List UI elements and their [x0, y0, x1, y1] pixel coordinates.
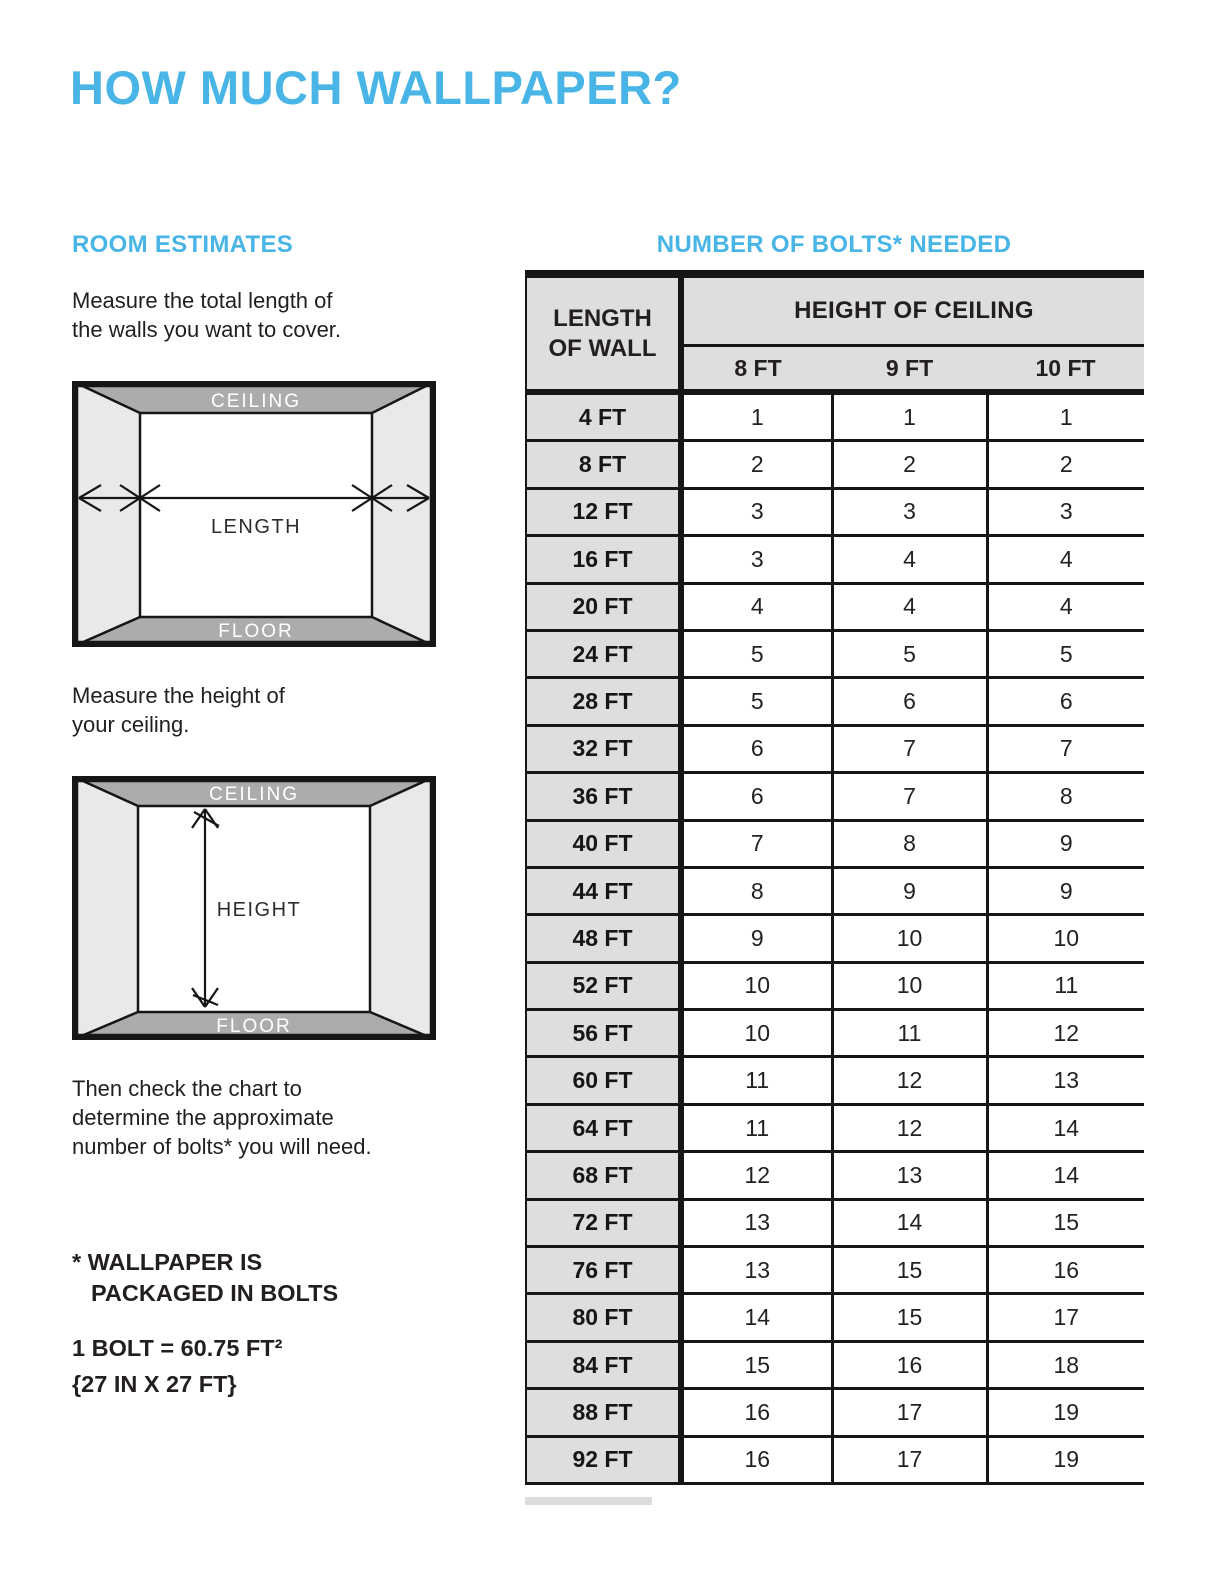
table-row	[526, 1436, 1144, 1483]
bolts-value-cell: 13	[681, 1247, 832, 1294]
wall-length-cell: 92 FT	[526, 1436, 681, 1483]
header-line: LENGTH	[553, 304, 652, 332]
bolts-value-cell: 12	[832, 1057, 987, 1104]
right-wall-panel	[370, 776, 436, 1040]
table-row	[526, 1341, 1144, 1388]
table-header-row-1	[526, 274, 1144, 346]
bolts-value-cell: 4	[832, 583, 987, 630]
table-row	[526, 488, 1144, 535]
bolt-size-info	[72, 1330, 282, 1402]
bolts-value-cell: 13	[681, 1199, 832, 1246]
bolts-needed-table	[525, 270, 1144, 1485]
instruction-line: the walls you want to cover.	[72, 317, 342, 342]
wall-length-cell: 16 FT	[526, 536, 681, 583]
wall-length-cell: 4 FT	[526, 392, 681, 441]
bolts-value-cell: 5	[832, 630, 987, 677]
room-estimates-heading: ROOM ESTIMATES	[72, 231, 294, 258]
page-title: HOW MUCH WALLPAPER?	[70, 61, 682, 114]
wall-length-cell: 48 FT	[526, 915, 681, 962]
height-of-ceiling-header: HEIGHT OF CEILING	[681, 274, 1144, 346]
bolts-value-cell: 17	[987, 1294, 1144, 1341]
bolts-value-cell: 1	[832, 392, 987, 441]
length-label: LENGTH	[210, 516, 302, 538]
table-row	[526, 1199, 1144, 1246]
bolts-value-cell: 15	[832, 1294, 987, 1341]
bolts-value-cell: 5	[681, 630, 832, 677]
bolts-value-cell: 13	[987, 1057, 1144, 1104]
bolts-value-cell: 3	[681, 488, 832, 535]
floor-label: FLOOR	[216, 1016, 292, 1037]
footnote-line: * WALLPAPER IS	[72, 1249, 263, 1275]
wall-length-cell: 20 FT	[526, 583, 681, 630]
bolts-footnote	[72, 1247, 338, 1309]
bolts-value-cell: 9	[832, 867, 987, 914]
bolts-value-cell: 3	[832, 488, 987, 535]
bolts-value-cell: 7	[832, 725, 987, 772]
bolts-value-cell: 8	[832, 820, 987, 867]
wall-length-cell: 88 FT	[526, 1389, 681, 1436]
wall-length-cell: 32 FT	[526, 725, 681, 772]
bolts-value-cell: 7	[987, 725, 1144, 772]
bolts-value-cell: 4	[832, 536, 987, 583]
bolts-value-cell: 7	[832, 773, 987, 820]
bolts-value-cell: 15	[681, 1341, 832, 1388]
bolts-value-cell: 16	[987, 1247, 1144, 1294]
bolts-value-cell: 16	[832, 1341, 987, 1388]
ceiling-10ft-header: 10 FT	[987, 346, 1144, 393]
ceiling-9ft-header: 9 FT	[832, 346, 987, 393]
table-row	[526, 1010, 1144, 1057]
right-wall-panel	[372, 381, 436, 647]
table-row	[526, 1104, 1144, 1151]
wall-length-cell: 40 FT	[526, 820, 681, 867]
bolts-value-cell: 10	[832, 962, 987, 1009]
bolts-value-cell: 4	[681, 583, 832, 630]
table-row	[526, 1247, 1144, 1294]
bolts-value-cell: 15	[832, 1247, 987, 1294]
table-row	[526, 536, 1144, 583]
bolts-value-cell: 14	[681, 1294, 832, 1341]
bolts-value-cell: 15	[987, 1199, 1144, 1246]
bolts-value-cell: 16	[681, 1389, 832, 1436]
wall-length-cell: 76 FT	[526, 1247, 681, 1294]
bolts-needed-heading: NUMBER OF BOLTS* NEEDED	[656, 231, 1012, 258]
table-row	[526, 1057, 1144, 1104]
bolts-value-cell: 1	[681, 392, 832, 441]
table-row	[526, 678, 1144, 725]
bolts-value-cell: 10	[832, 915, 987, 962]
back-wall	[140, 413, 372, 617]
table-row	[526, 915, 1144, 962]
wall-length-cell: 36 FT	[526, 773, 681, 820]
bolts-value-cell: 1	[987, 392, 1144, 441]
instruction-line: determine the approximate	[72, 1105, 334, 1130]
bolts-value-cell: 8	[987, 773, 1144, 820]
bolts-value-cell: 11	[832, 1010, 987, 1057]
table-row	[526, 867, 1144, 914]
length-of-wall-header	[526, 274, 681, 392]
table-row	[526, 1294, 1144, 1341]
wall-length-cell: 8 FT	[526, 441, 681, 488]
wall-length-cell: 84 FT	[526, 1341, 681, 1388]
bolts-value-cell: 6	[987, 678, 1144, 725]
table-body	[526, 392, 1144, 1483]
footnote-line: PACKAGED IN BOLTS	[91, 1280, 339, 1306]
bolts-value-cell: 17	[832, 1436, 987, 1483]
bolts-value-cell: 6	[681, 725, 832, 772]
bolts-value-cell: 11	[987, 962, 1144, 1009]
bolts-value-cell: 5	[681, 678, 832, 725]
room-height-diagram	[72, 776, 436, 1040]
instruction-line: your ceiling.	[72, 712, 190, 737]
bolt-equation: 1 BOLT = 60.75 FT²	[72, 1335, 283, 1361]
bolts-value-cell: 16	[681, 1436, 832, 1483]
bolts-value-cell: 5	[987, 630, 1144, 677]
wall-length-cell: 64 FT	[526, 1104, 681, 1151]
wall-length-cell: 24 FT	[526, 630, 681, 677]
ceiling-label: CEILING	[208, 784, 300, 805]
wall-length-cell: 72 FT	[526, 1199, 681, 1246]
ceiling-label: CEILING	[210, 391, 302, 412]
wall-length-cell: 44 FT	[526, 867, 681, 914]
room-length-diagram	[72, 381, 436, 647]
wall-length-cell: 12 FT	[526, 488, 681, 535]
table-row	[526, 1152, 1144, 1199]
bolts-value-cell: 9	[987, 867, 1144, 914]
wall-length-cell: 68 FT	[526, 1152, 681, 1199]
bolts-value-cell: 10	[681, 962, 832, 1009]
bolt-dimensions: {27 IN X 27 FT}	[72, 1371, 237, 1397]
instruction-measure-length	[72, 286, 341, 344]
bolts-value-cell: 4	[987, 536, 1144, 583]
bolts-value-cell: 11	[681, 1057, 832, 1104]
bolts-value-cell: 7	[681, 820, 832, 867]
bolts-value-cell: 19	[987, 1436, 1144, 1483]
instruction-check-chart	[72, 1074, 372, 1161]
ceiling-8ft-header: 8 FT	[681, 346, 832, 393]
table-row	[526, 725, 1144, 772]
height-label: HEIGHT	[216, 899, 302, 921]
bolts-value-cell: 10	[681, 1010, 832, 1057]
bolts-value-cell: 14	[987, 1152, 1144, 1199]
bolts-value-cell: 4	[987, 583, 1144, 630]
bolts-value-cell: 14	[832, 1199, 987, 1246]
instruction-measure-height	[72, 681, 285, 739]
wall-length-cell: 56 FT	[526, 1010, 681, 1057]
bolts-value-cell: 6	[832, 678, 987, 725]
bolts-value-cell: 12	[832, 1104, 987, 1151]
bolts-value-cell: 3	[987, 488, 1144, 535]
wall-length-cell: 80 FT	[526, 1294, 681, 1341]
instruction-line: Measure the height of	[72, 683, 285, 708]
bolts-value-cell: 11	[681, 1104, 832, 1151]
instruction-line: Then check the chart to	[72, 1076, 302, 1101]
bolts-value-cell: 18	[987, 1341, 1144, 1388]
instruction-line: Measure the total length of	[72, 288, 333, 313]
floor-label: FLOOR	[218, 621, 294, 642]
wall-length-cell: 52 FT	[526, 962, 681, 1009]
header-line: OF WALL	[548, 334, 657, 362]
bolts-value-cell: 9	[681, 915, 832, 962]
bolts-value-cell: 13	[832, 1152, 987, 1199]
bolts-value-cell: 17	[832, 1389, 987, 1436]
bolts-value-cell: 6	[681, 773, 832, 820]
table-row	[526, 820, 1144, 867]
bolts-value-cell: 2	[987, 441, 1144, 488]
wall-length-cell: 60 FT	[526, 1057, 681, 1104]
left-wall-panel	[72, 776, 138, 1040]
bolts-value-cell: 19	[987, 1389, 1144, 1436]
wall-length-cell: 28 FT	[526, 678, 681, 725]
bolts-value-cell: 12	[987, 1010, 1144, 1057]
bolts-value-cell: 8	[681, 867, 832, 914]
table-row	[526, 962, 1144, 1009]
table-cutoff-strip	[525, 1497, 652, 1505]
table-row	[526, 392, 1144, 441]
bolts-value-cell: 12	[681, 1152, 832, 1199]
bolts-value-cell: 2	[832, 441, 987, 488]
instruction-line: number of bolts* you will need.	[72, 1134, 372, 1159]
bolts-value-cell: 9	[987, 820, 1144, 867]
left-wall-panel	[72, 381, 140, 647]
table-row	[526, 441, 1144, 488]
table-row	[526, 630, 1144, 677]
bolts-value-cell: 2	[681, 441, 832, 488]
bolts-value-cell: 3	[681, 536, 832, 583]
bolts-value-cell: 10	[987, 915, 1144, 962]
table-row	[526, 583, 1144, 630]
bolts-value-cell: 14	[987, 1104, 1144, 1151]
table-row	[526, 773, 1144, 820]
table-row	[526, 1389, 1144, 1436]
